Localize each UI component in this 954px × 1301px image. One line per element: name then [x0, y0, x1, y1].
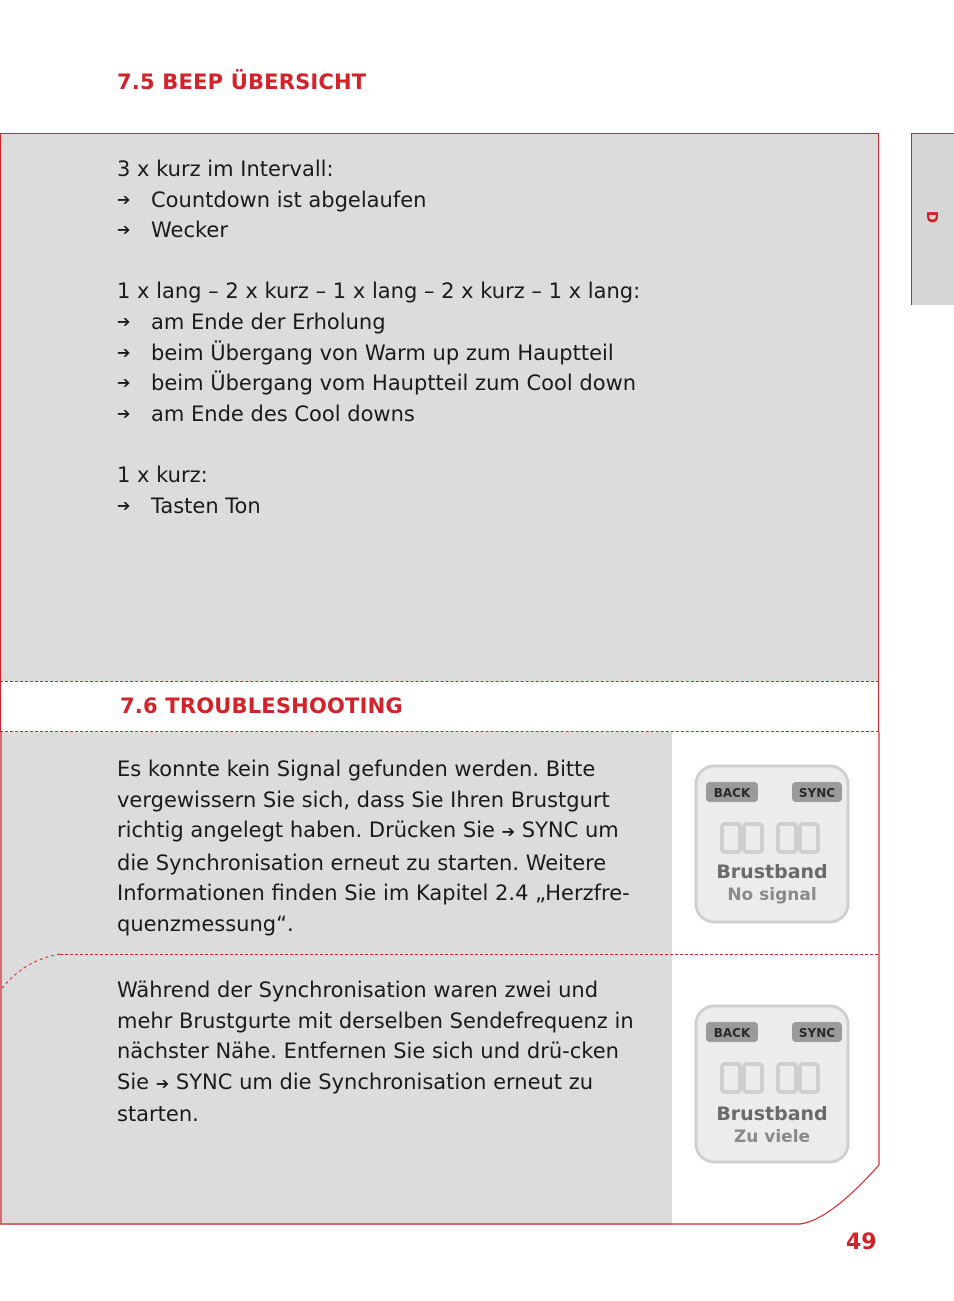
beep-group-heading: 1 x lang – 2 x kurz – 1 x lang – 2 x kurz – 1 x lang:: [117, 279, 641, 304]
arrow-icon: ➔: [117, 495, 131, 515]
beep-group-heading: 1 x kurz:: [117, 462, 208, 487]
list-item: ➔ beim Übergang vom Hauptteil zum Cool down: [117, 368, 640, 399]
sync-label: SYNC: [798, 786, 836, 800]
back-label: BACK: [713, 786, 751, 800]
arrow-icon: ➔: [117, 342, 131, 362]
arrow-icon: ➔: [117, 403, 131, 423]
watch-display-too-many: [692, 1002, 852, 1166]
display-line-1: Brustband: [716, 1103, 828, 1125]
beep-group-heading: 3 x kurz im Intervall:: [117, 157, 334, 181]
troubleshooting-paragraph-2: Während der Synchronisation waren zwei und mehr Brustgurte mit derselben Sendefrequenz in nächster Nähe. Entfernen Sie sich und drü-cken Sie ➔ SYNC um die Synchronisation erneut zu starten.: [117, 978, 634, 1127]
section-heading-troubleshooting: 7.6 TROUBLESHOOTING: [120, 694, 403, 718]
list-item: ➔ Countdown ist abgelaufen: [117, 185, 640, 216]
arrow-icon: ➔: [117, 189, 131, 209]
troubleshooting-paragraph-1: Es konnte kein Signal gefunden werden. Bitte vergewissern Sie sich, dass Sie Ihren Brustgurt richtig angelegt haben. Drücken Sie ➔ SYNC um die Synchronisation erneut zu starten. Weitere Informationen finden Sie im Kapitel 2.4 „Herzfre-quenzmessung“.: [117, 757, 630, 936]
language-tab-letter: D: [923, 210, 942, 224]
sync-label: SYNC: [798, 1026, 836, 1040]
back-label: BACK: [713, 1026, 751, 1040]
section-heading-beep: 7.5 BEEP ÜBERSICHT: [117, 70, 367, 94]
page-number: 49: [846, 1230, 877, 1255]
beep-list: [117, 154, 640, 521]
list-item: ➔ Tasten Ton: [117, 491, 640, 522]
display-line-2: Zu viele: [733, 1127, 811, 1147]
list-item: ➔ beim Übergang von Warm up zum Hauptteil: [117, 338, 640, 369]
arrow-icon: ➔: [155, 1073, 170, 1093]
watch-display-no-signal: [692, 762, 852, 926]
arrow-icon: ➔: [117, 311, 131, 331]
list-item: ➔ am Ende der Erholung: [117, 307, 640, 338]
dashed-divider: [60, 954, 878, 955]
arrow-icon: ➔: [117, 373, 131, 393]
arrow-icon: ➔: [117, 220, 131, 240]
arrow-icon: ➔: [501, 822, 516, 842]
display-line-1: Brustband: [716, 861, 828, 883]
display-line-2: No signal: [727, 885, 817, 905]
language-tab: [911, 133, 954, 305]
list-item: ➔ am Ende des Cool downs: [117, 399, 640, 430]
list-item: ➔ Wecker: [117, 215, 640, 246]
